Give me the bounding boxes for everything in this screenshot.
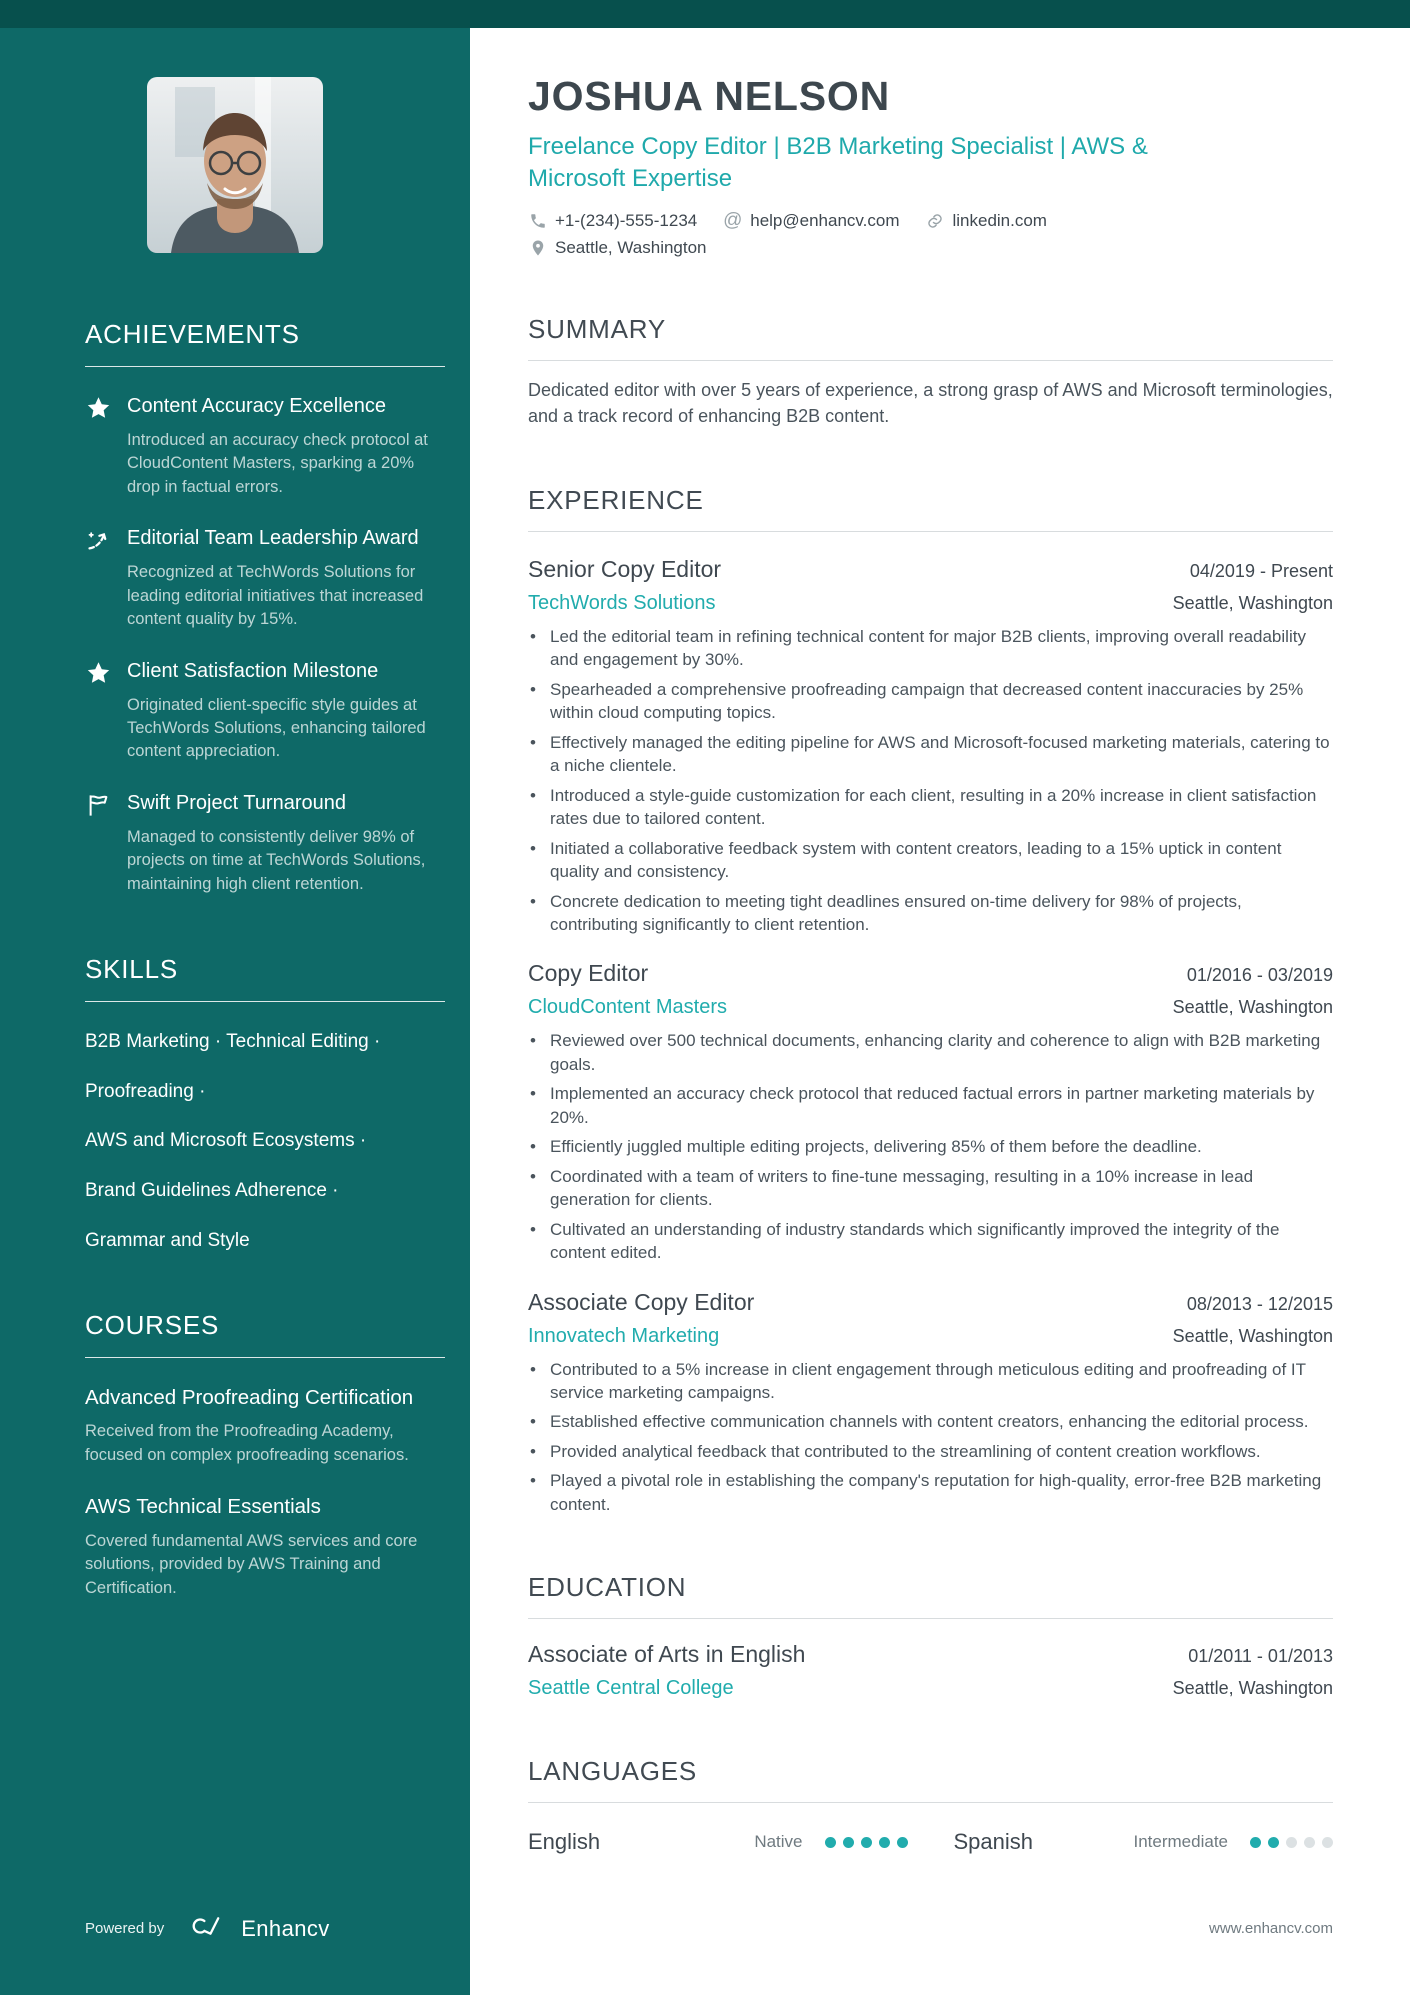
achievement-item xyxy=(85,393,445,499)
job-bullet: • Initiated a collaborative feedback system with content creators, leading to a 15% uptick in content quality and consistency. xyxy=(550,837,1333,884)
education-entry xyxy=(528,1641,1333,1700)
email-item[interactable] xyxy=(723,211,899,231)
brand-name: Enhancv xyxy=(241,1915,330,1941)
language-level-dot xyxy=(861,1837,872,1848)
top-accent-strip xyxy=(0,0,1410,28)
job-bullet-list xyxy=(528,1358,1333,1517)
profile-photo xyxy=(147,77,323,253)
job-bullet: • Led the editorial team in refining technical content for major B2B clients, improving overall readability and engagement by 30%. xyxy=(550,625,1333,672)
summary-section xyxy=(528,314,1333,429)
achievement-title: Swift Project Turnaround xyxy=(127,791,346,814)
job-bullet: • Spearheaded a comprehensive proofreading campaign that decreased content inaccuracies by 25% within cloud computing topics. xyxy=(550,678,1333,725)
job-company: Innovatech Marketing xyxy=(528,1324,720,1347)
enhancv-logo-icon xyxy=(186,1914,232,1943)
phone-item xyxy=(528,211,697,231)
language-row xyxy=(528,1829,1333,1855)
achievements-section xyxy=(85,319,445,896)
achievements-heading: ACHIEVEMENTS xyxy=(85,319,445,367)
job-title: Associate Copy Editor xyxy=(528,1288,755,1315)
candidate-headline: Freelance Copy Editor | B2B Marketing Specialist | AWS & Microsoft Expertise xyxy=(528,133,1148,193)
language-item xyxy=(528,1829,908,1855)
experience-heading: EXPERIENCE xyxy=(528,485,1333,532)
experience-section xyxy=(528,485,1333,1516)
course-title: AWS Technical Essentials xyxy=(85,1495,321,1519)
language-name: Spanish xyxy=(953,1829,1034,1855)
job-bullet: • Implemented an accuracy check protocol that reduced factual errors in partner marketing materials by 20%. xyxy=(550,1082,1333,1129)
course-description: Covered fundamental AWS services and core solutions, provided by AWS Training and Certification. xyxy=(85,1531,418,1597)
email-address: help@enhancv.com xyxy=(750,210,900,230)
languages-section xyxy=(528,1756,1333,1855)
achievement-title: Content Accuracy Excellence xyxy=(127,395,387,417)
achievement-item xyxy=(85,658,445,764)
experience-entry xyxy=(528,1289,1333,1517)
education-section xyxy=(528,1572,1333,1700)
language-level-dot xyxy=(1268,1837,1279,1848)
location-pin-icon xyxy=(528,238,547,257)
job-dates: 08/2013 - 12/2015 xyxy=(1186,1293,1333,1314)
education-location: Seattle, Washington xyxy=(1172,1678,1333,1699)
language-level-dots xyxy=(825,1837,908,1848)
achievement-title: Editorial Team Leadership Award xyxy=(127,527,419,550)
sidebar xyxy=(0,28,470,1995)
job-company: TechWords Solutions xyxy=(528,592,716,615)
language-level-dot xyxy=(897,1837,908,1848)
language-level-dot xyxy=(1322,1837,1333,1848)
powered-by-label: Powered by xyxy=(85,1920,165,1937)
location-item xyxy=(528,238,707,258)
job-bullet: • Concrete dedication to meeting tight deadlines ensured on-time delivery for 98% of projects, contributing significantly to client retention. xyxy=(550,890,1333,937)
link-icon xyxy=(925,211,944,230)
language-level-dot xyxy=(1286,1837,1297,1848)
job-dates: 01/2016 - 03/2019 xyxy=(1186,965,1333,986)
phone-icon xyxy=(528,211,547,230)
language-level: Intermediate xyxy=(1133,1832,1228,1852)
achievement-description: Managed to consistently deliver 98% of projects on time at TechWords Solutions, maintaining high client retention. xyxy=(127,827,426,893)
flag-icon xyxy=(85,792,112,819)
job-bullet: • Played a pivotal role in establishing the company's reputation for high-quality, error-free B2B marketing content. xyxy=(550,1469,1333,1516)
job-bullet: • Efficiently juggled multiple editing projects, delivering 85% of them before the deadline. xyxy=(550,1135,1333,1158)
achievement-title: Client Satisfaction Milestone xyxy=(127,659,379,682)
job-bullet: • Introduced a style-guide customization for each client, resulting in a 20% increase in client satisfaction rates due to tailored content. xyxy=(550,784,1333,831)
job-bullet: • Cultivated an understanding of industry standards which significantly improved the integrity of the content edited. xyxy=(550,1218,1333,1265)
contact-info xyxy=(528,211,1333,258)
language-level-dot xyxy=(825,1837,836,1848)
website-link[interactable]: www.enhancv.com xyxy=(1209,1920,1333,1937)
school-name: Seattle Central College xyxy=(528,1677,734,1700)
job-location: Seattle, Washington xyxy=(1172,997,1333,1018)
course-item xyxy=(85,1384,445,1468)
education-dates: 01/2011 - 01/2013 xyxy=(1188,1646,1333,1667)
education-heading: EDUCATION xyxy=(528,1572,1333,1619)
location-text: Seattle, Washington xyxy=(555,237,707,257)
language-level-dot xyxy=(1250,1837,1261,1848)
language-level-dot xyxy=(1304,1837,1315,1848)
job-bullet: • Established effective communication channels with content creators, enhancing the editorial process. xyxy=(550,1410,1333,1433)
sidebar-footer xyxy=(85,1914,330,1943)
language-level-dot xyxy=(843,1837,854,1848)
star-icon xyxy=(85,660,112,687)
course-title: Advanced Proofreading Certification xyxy=(85,1385,414,1409)
skill-item: Proofreading · xyxy=(85,1080,206,1102)
language-item xyxy=(908,1829,1334,1855)
language-name: English xyxy=(528,1829,601,1855)
job-bullet: • Effectively managed the editing pipeline for AWS and Microsoft-focused marketing materials, catering to a niche clientele. xyxy=(550,731,1333,778)
job-location: Seattle, Washington xyxy=(1172,1325,1333,1346)
summary-heading: SUMMARY xyxy=(528,314,1333,361)
language-level-dots xyxy=(1250,1837,1333,1848)
job-bullet-list xyxy=(528,625,1333,936)
achievement-description: Originated client-specific style guides at TechWords Solutions, enhancing tailored content appreciation. xyxy=(127,695,426,761)
candidate-name: JOSHUA NELSON xyxy=(528,73,890,119)
growth-arrow-icon xyxy=(85,527,112,554)
language-level-dot xyxy=(879,1837,890,1848)
job-bullet: • Reviewed over 500 technical documents, enhancing clarity and coherence to align with B2B marketing goals. xyxy=(550,1029,1333,1076)
star-icon xyxy=(85,395,112,422)
course-description: Received from the Proofreading Academy, focused on complex proofreading scenarios. xyxy=(85,1422,409,1464)
skills-section xyxy=(85,954,445,1253)
skill-item: Grammar and Style xyxy=(85,1229,250,1251)
enhancv-brand[interactable] xyxy=(186,1914,329,1943)
phone-number: +1-(234)-555-1234 xyxy=(555,210,698,230)
achievement-description: Introduced an accuracy check protocol at CloudContent Masters, sparking a 20% drop in factual errors. xyxy=(127,431,428,496)
skill-item: B2B Marketing · Technical Editing · xyxy=(85,1031,381,1053)
job-bullet: • Provided analytical feedback that contributed to the streamlining of content creation workflows. xyxy=(550,1440,1333,1463)
course-item xyxy=(85,1493,445,1600)
achievement-item xyxy=(85,790,445,896)
job-location: Seattle, Washington xyxy=(1172,593,1333,614)
profile-photo-image xyxy=(147,77,323,253)
linkedin-item[interactable] xyxy=(925,211,1047,231)
job-bullet-list xyxy=(528,1029,1333,1264)
degree-title: Associate of Arts in English xyxy=(528,1641,806,1668)
job-title: Copy Editor xyxy=(528,960,649,987)
achievement-item xyxy=(85,525,445,631)
job-company: CloudContent Masters xyxy=(528,996,727,1019)
skill-item: Brand Guidelines Adherence · xyxy=(85,1180,339,1202)
job-bullet: • Contributed to a 5% increase in client engagement through meticulous editing and proofreading of IT service marketing campaigns. xyxy=(550,1358,1333,1405)
job-title: Senior Copy Editor xyxy=(528,556,722,583)
experience-entry xyxy=(528,556,1333,936)
job-bullet: • Coordinated with a team of writers to fine-tune messaging, resulting in a 10% increase in lead generation for clients. xyxy=(550,1165,1333,1212)
courses-heading: COURSES xyxy=(85,1310,445,1358)
experience-entry xyxy=(528,960,1333,1264)
skills-heading: SKILLS xyxy=(85,954,445,1002)
language-level: Native xyxy=(754,1832,803,1852)
linkedin-url: linkedin.com xyxy=(952,210,1047,230)
main-column xyxy=(470,28,1410,1995)
skill-item: AWS and Microsoft Ecosystems · xyxy=(85,1130,367,1152)
job-dates: 04/2019 - Present xyxy=(1189,561,1333,582)
languages-heading: LANGUAGES xyxy=(528,1756,1333,1803)
email-icon: @ xyxy=(723,209,743,231)
summary-text: Dedicated editor with over 5 years of experience, a strong grasp of AWS and Microsoft terminologies, and a track record of enhancing B2B content. xyxy=(528,379,1333,426)
courses-section xyxy=(85,1310,445,1600)
achievement-description: Recognized at TechWords Solutions for leading editorial initiatives that increased content quality by 15%. xyxy=(127,563,424,629)
